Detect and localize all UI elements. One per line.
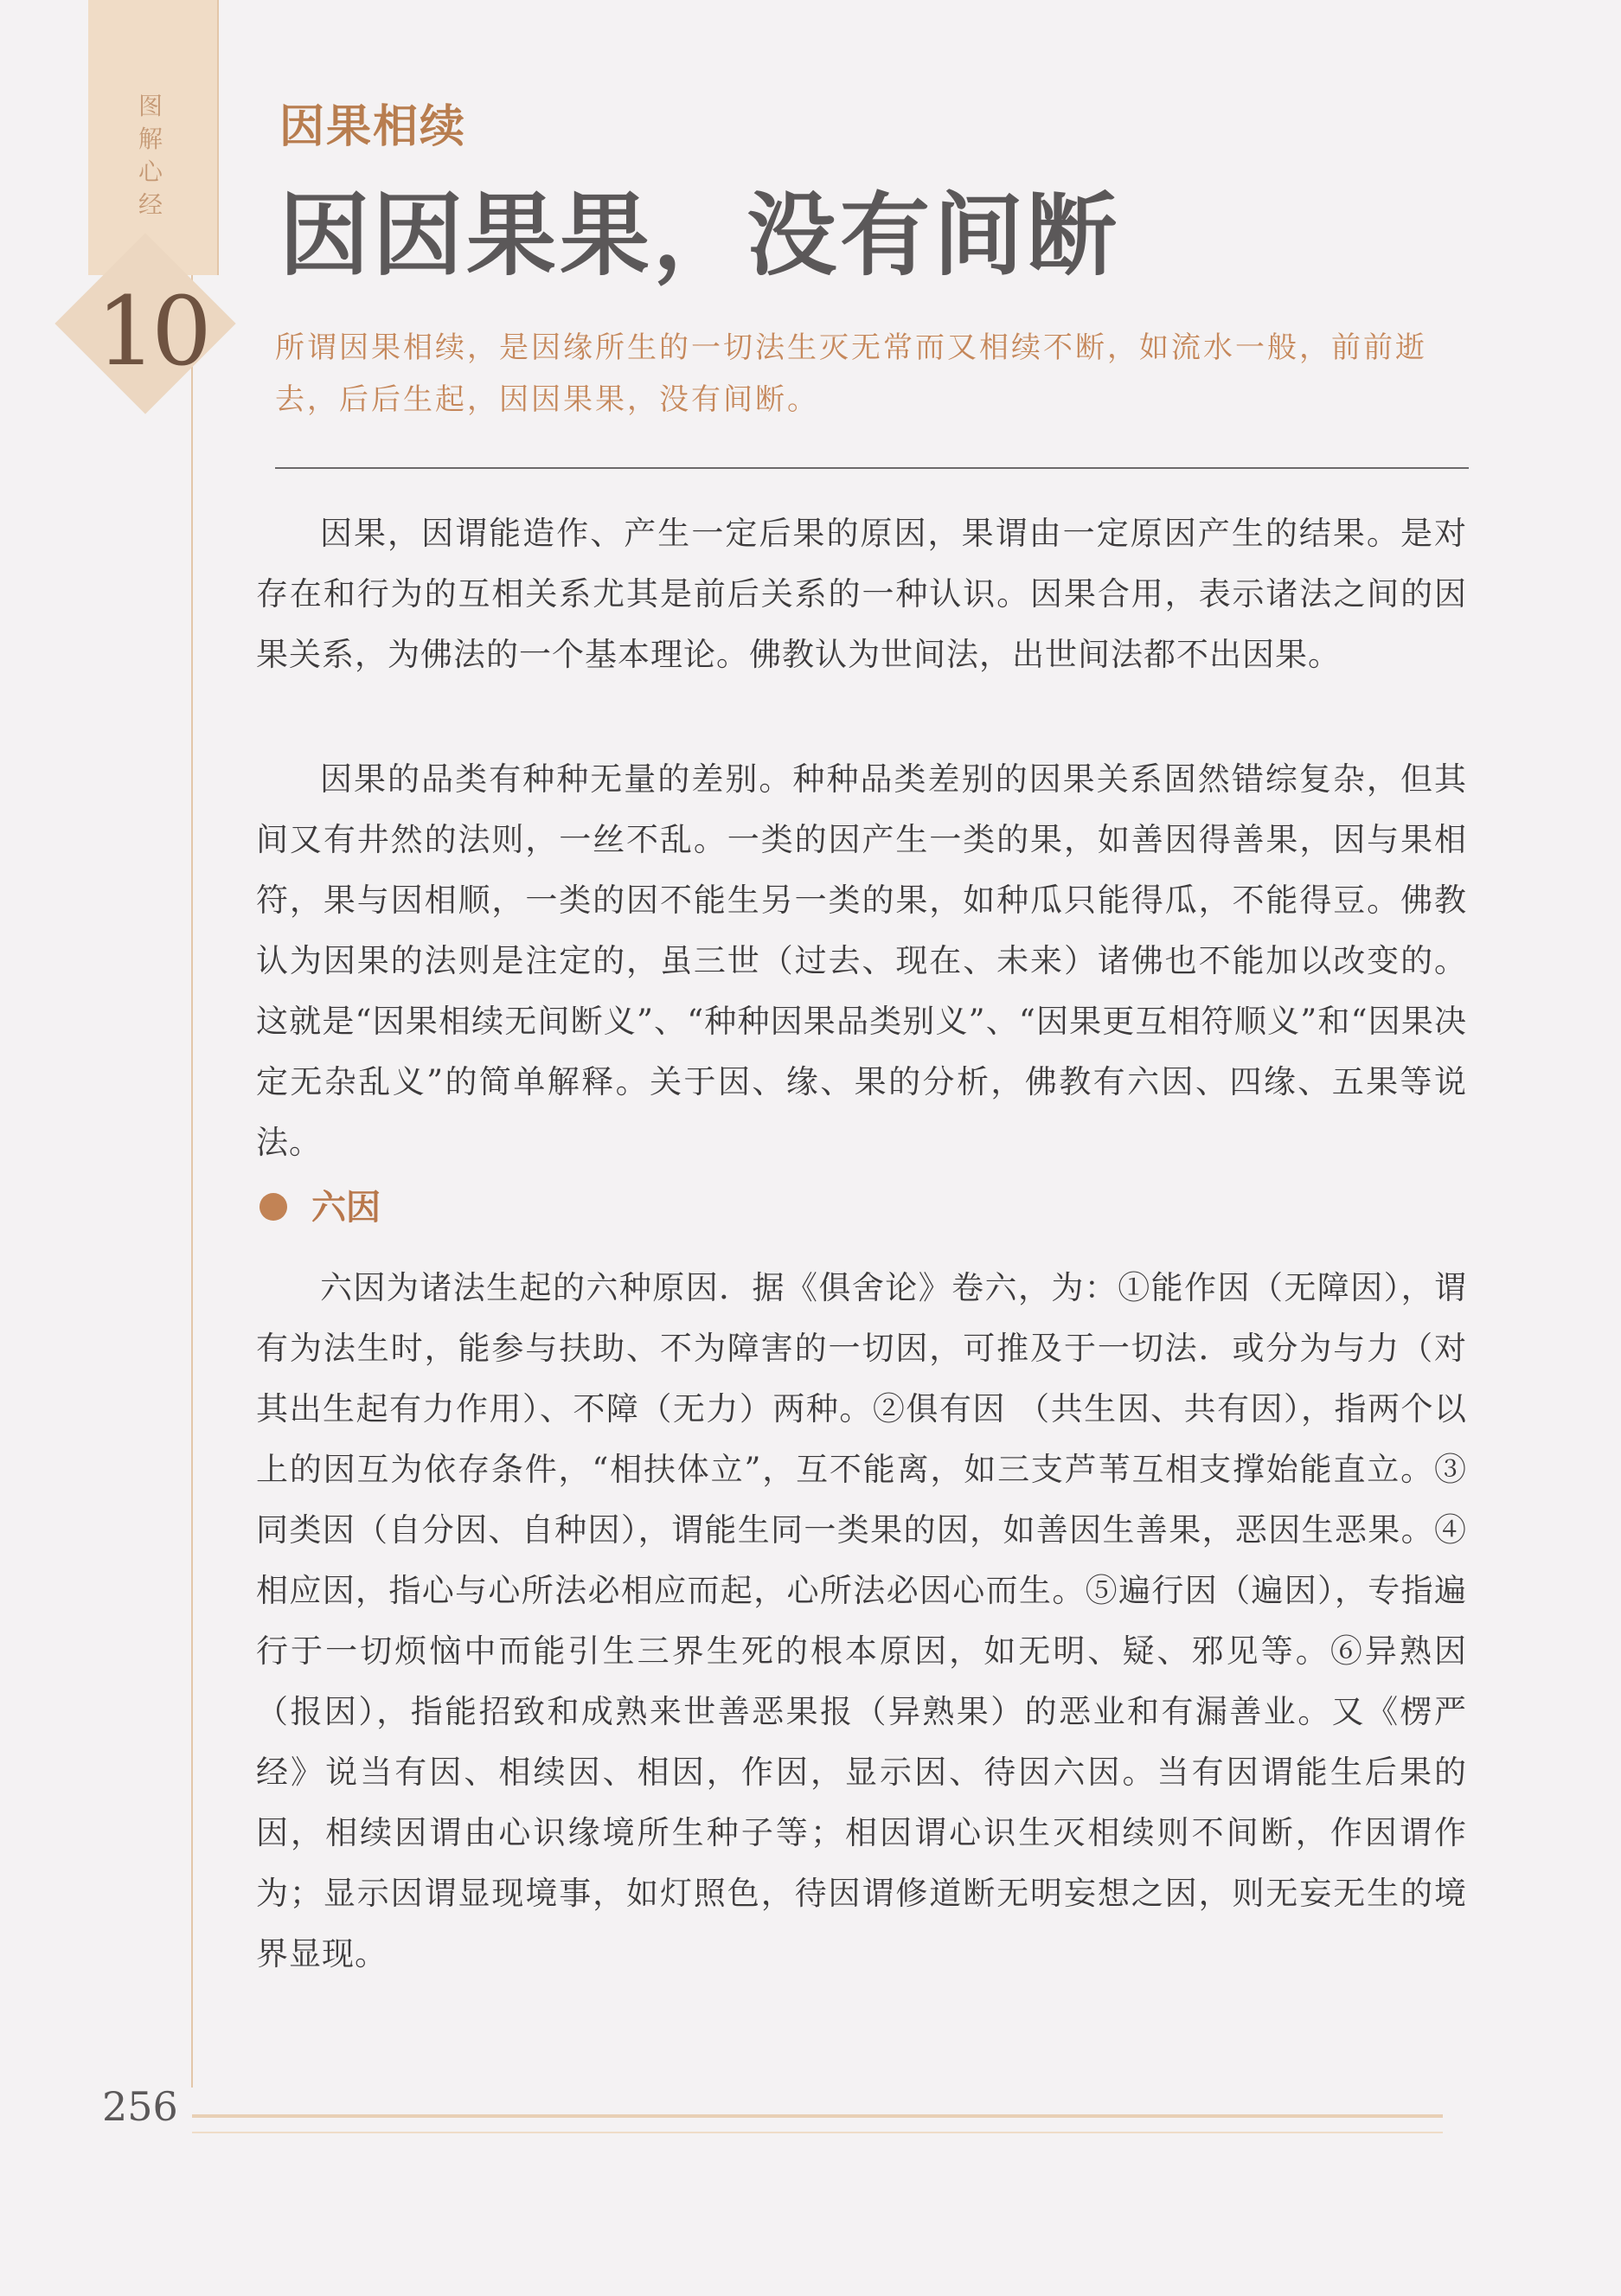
section-heading-label: 六因 bbox=[311, 1188, 381, 1228]
summary-text: 所谓因果相续，是因缘所生的一切法生灭无常而又相续不断，如流水一般，前前逝去，后后生起，因因果果，没有间断。 bbox=[275, 330, 1427, 417]
body-paragraph-2 bbox=[256, 749, 1467, 1173]
paragraph-text: 六因为诸法生起的六种原因．据《俱舍论》卷六，为：①能作因（无障因），谓有为法生时，能参与扶助、不为障害的一切因，可推及于一切法．或分为与力（对其出生起有力作用）、不障（无力）两种。②俱有因 （共生因、共有因），指两个以上的因互为依存条件，“相扶体立”，互不能离，如三支芦苇互相支撑始能直立。③同类因（自分因、自种因），谓能生同一类果的因，如善因生善果，恶因生恶果。④相应因，指心与心所法必相应而起，心所法必因心而生。⑤遍行因（遍因），专指遍行于一切烦恼中而能引生三界生死的根本原因，如无明、疑、邪见等。⑥异熟因（报因），指能招致和成熟来世善恶果报（异熟果）的恶业和有漏善业。又《楞严经》说当有因、相续因、相因，作因，显示因、待因六因。当有因谓能生后果的因，相续因谓由心识缘境所生种子等；相因谓心识生灭相续则不间断，作因谓作为；显示因谓显现境事，如灯照色，待因谓修道断无明妄想之因，则无妄无生的境界显现。 bbox=[256, 1269, 1467, 1972]
series-title: 图解心经 bbox=[138, 92, 163, 219]
paragraph-text: 因果的品类有种种无量的差别。种种品类差别的因果关系固然错综复杂，但其间又有井然的法则，一丝不乱。一类的因产生一类的果，如善因得善果，因与果相符，果与因相顺，一类的因不能生另一类的果，如种瓜只能得瓜，不能得豆。佛教认为因果的法则是注定的，虽三世（过去、现在、未来）诸佛也不能加以改变的。这就是“因果相续无间断义”、“种种因果品类别义”、“因果更互相符顺义”和“因果决定无杂乱义”的简单解释。关于因、缘、果的分析，佛教有六因、四缘、五果等说法。 bbox=[256, 760, 1467, 1161]
body-paragraph-3 bbox=[256, 1258, 1467, 1985]
footer-rule-thin bbox=[192, 2132, 1443, 2133]
bullet-dot-icon bbox=[259, 1193, 287, 1221]
page-title: 因因果果，没有间断 bbox=[279, 182, 1121, 288]
side-rule bbox=[191, 275, 193, 2088]
chapter-number: 10 bbox=[96, 276, 207, 387]
section-kicker: 因果相续 bbox=[279, 100, 467, 153]
page-number: 256 bbox=[102, 2083, 178, 2130]
section-heading bbox=[259, 1182, 381, 1234]
body-paragraph-1 bbox=[256, 503, 1467, 685]
side-rule-top bbox=[217, 0, 219, 275]
divider bbox=[275, 467, 1469, 469]
footer-rule bbox=[192, 2114, 1443, 2118]
paragraph-text: 因果，因谓能造作、产生一定后果的原因，果谓由一定原因产生的结果。是对存在和行为的互相关系尤其是前后关系的一种认识。因果合用，表示诸法之间的因果关系，为佛法的一个基本理论。佛教认为世间法，出世间法都不出因果。 bbox=[256, 515, 1467, 673]
